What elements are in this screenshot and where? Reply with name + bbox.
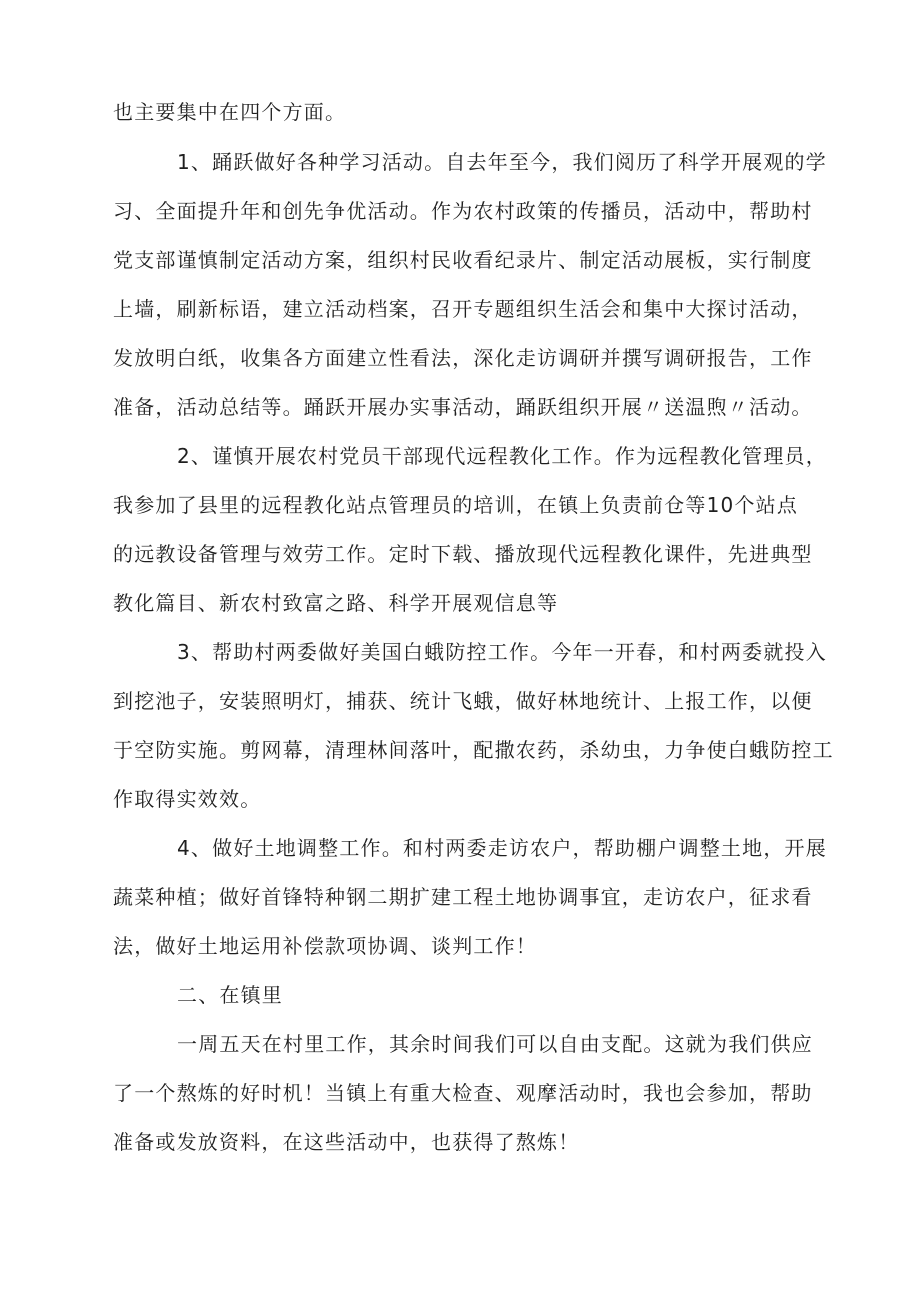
text-line: 2、谨慎开展农村党员干部现代远程教化工作。作为远程教化管理员， [177,444,827,468]
text-line: 教化篇目、新农村致富之路、科学开展观信息等 [113,591,559,615]
text-line: 了一个熬炼的好时机！当镇上有重大检查、观摩活动时，我也会参加，帮助 [113,1081,813,1105]
text-line: 3、帮助村两委做好美国白蛾防控工作。今年一开春，和村两委就投入 [177,640,827,664]
text-line: 4、做好土地调整工作。和村两委走访农户，帮助棚户调整土地，开展 [177,836,827,860]
text-line: 我参加了县里的远程教化站点管理员的培训，在镇上负责前仓等10个站点 [113,493,799,517]
text-line: 1、踊跃做好各种学习活动。自去年至今，我们阅历了科学开展观的学 [177,150,827,174]
text-line: 准备或发放资料，在这些活动中，也获得了熬炼！ [113,1130,580,1154]
text-line: 作取得实效效。 [113,787,262,811]
text-line: 发放明白纸，收集各方面建立性看法，深化走访调研并撰写调研报告，工作 [113,346,813,370]
text-line: 也主要集中在四个方面。 [113,100,347,124]
text-line: 上墙，刷新标语，建立活动档案，召开专题组织生活会和集中大探讨活动， [113,297,813,321]
text-line: 蔬菜种植；做好首锋特种钢二期扩建工程土地协调事宜，走访农户，征求看 [113,885,813,909]
text-line: 的远教设备管理与效劳工作。定时下载、播放现代远程教化课件，先进典型 [113,542,813,566]
text-line: 法，做好土地运用补偿款项协调、谈判工作！ [113,934,537,958]
text-line: 党支部谨慎制定活动方案，组织村民收看纪录片、制定活动展板，实行制度 [113,248,813,272]
text-line: 到挖池子，安装照明灯，捕获、统计飞蛾，做好林地统计、上报工作，以便 [113,689,813,713]
text-line: 一周五天在村里工作，其余时间我们可以自由支配。这就为我们供应 [177,1032,813,1056]
heading-text: 二、在镇里 [177,983,283,1007]
text-line: 于空防实施。剪网幕，清理林间落叶，配撒农药，杀幼虫，力争使白蛾防控工 [113,738,834,762]
text-line: 习、全面提升年和创先争优活动。作为农村政策的传播员，活动中，帮助村 [113,199,813,223]
text-line: 准备，活动总结等。踊跃开展办实事活动，踊跃组织开展〃送温煦〃活动。 [113,395,813,419]
